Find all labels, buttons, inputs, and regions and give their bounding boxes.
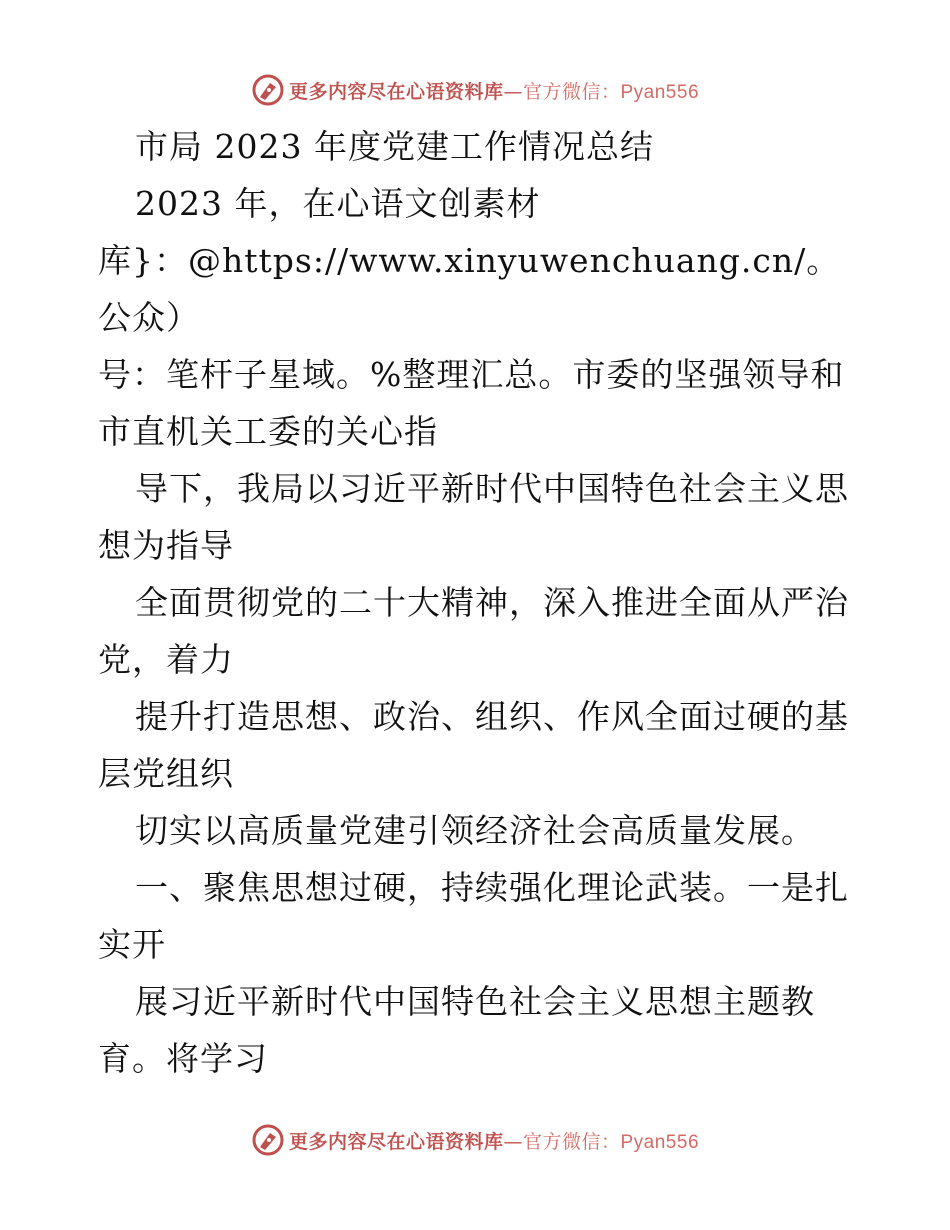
paragraph-5-line-1: 一、聚焦思想过硬，持续强化理论武装。一是扎 [135, 868, 849, 907]
document-body [98, 118, 858, 1087]
paragraph-2-line-2: 党，着力 [98, 640, 234, 679]
watermark-wechat-label: 官方微信： [522, 1130, 621, 1153]
watermark-text [289, 77, 699, 104]
watermark-site-text: 更多内容尽在心语资料库 [288, 80, 504, 103]
paragraph-1-line-1: 导下，我局以习近平新时代中国特色社会主义思 [135, 469, 849, 508]
document-title: 市局 2023 年度党建工作情况总结 [135, 127, 654, 166]
watermark-separator: — [503, 80, 523, 103]
intro-line-2-text: 库}：@https://www.xinyuwenchuang.cn/。公众） [98, 241, 841, 337]
paragraph-4-line-1: 切实以高质量党建引领经济社会高质量发展。 [135, 811, 815, 850]
intro-line-2 [98, 232, 858, 346]
paragraph-2-line-1: 全面贯彻党的二十大精神，深入推进全面从严治 [135, 583, 849, 622]
watermark-banner-top [0, 70, 950, 110]
intro-line-4: 市直机关工委的关心指 [98, 412, 438, 451]
paragraph-6-line-2: 育。将学习 [98, 1039, 268, 1078]
watermark-wechat-id: Pyan556 [620, 1131, 700, 1153]
watermark-banner-bottom [0, 1120, 950, 1160]
paragraph-5-line-2: 实开 [98, 925, 166, 964]
intro-line-1: 2023 年，在心语文创素材 [135, 184, 541, 223]
paragraph-3-line-1: 提升打造思想、政治、组织、作风全面过硬的基 [135, 697, 849, 736]
intro-line-3: 号：笔杆子星域。%整理汇总。市委的坚强领导和 [98, 355, 845, 394]
watermark-wechat-label: 官方微信： [522, 80, 621, 103]
watermark-text [289, 1127, 699, 1154]
watermark-site-text: 更多内容尽在心语资料库 [288, 1130, 504, 1153]
paragraph-3-line-2: 层党组织 [98, 754, 234, 793]
pen-nib-logo-icon [251, 1123, 285, 1157]
watermark-separator: — [503, 1130, 523, 1153]
pen-nib-logo-icon [251, 73, 285, 107]
watermark-wechat-id: Pyan556 [620, 81, 700, 103]
paragraph-1-line-2: 想为指导 [98, 526, 234, 565]
paragraph-6-line-1: 展习近平新时代中国特色社会主义思想主题教 [135, 982, 815, 1021]
